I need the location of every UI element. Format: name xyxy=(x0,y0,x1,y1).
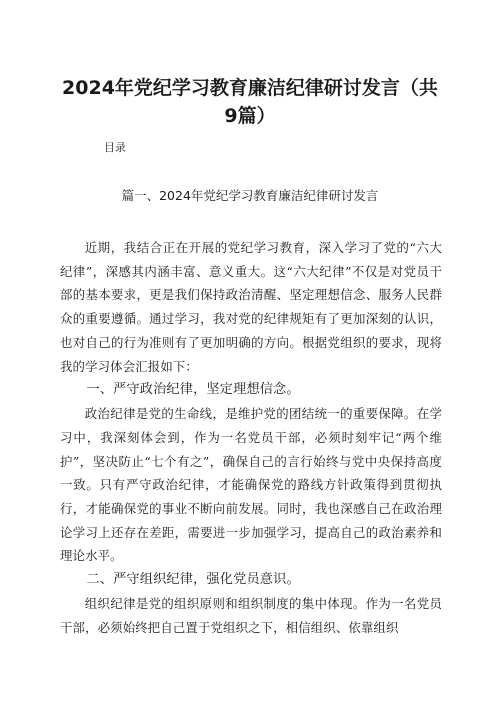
paragraph-1: 政治纪律是党的生命线，是维护党的团结统一的重要保障。在学习中，我深刻体会到，作为一名党员干部，必须时刻牢记“两个维护”，坚决防止“七个有之”，确保自己的言行始终与党中央保持高度一致。只有严守政治纪律，才能确保党的路线方针政策得到贯彻执行，才能确保党的事业不断向前发展。同时，我也深感自己在政治理论学习上还存在差距，需要进一步加强学习，提高自己的政治素养和理论水平。 xyxy=(60,406,442,564)
section-heading-1: 一、严守政治纪律，坚定理想信念。 xyxy=(86,382,300,398)
document-title: 2024年党纪学习教育廉洁纪律研讨发言（共9篇） xyxy=(62,77,438,127)
paragraph-2: 组织纪律是党的组织原则和组织制度的集中体现。作为一名党员干部，必须始终把自己置于党组织之下，相信组织、依靠组织 xyxy=(60,596,442,635)
intro-paragraph: 近期，我结合正在开展的党纪学习教育，深入学习了党的“六大纪律”，深感其内涵丰富、意义重大。这“六大纪律”不仅是对党员干部的基本要求，更是我们保持政治清醒、坚定理想信念、服务人民群众的重要遵循。通过学习，我对党的纪律规矩有了更加深刻的认识，也对自己的行为准则有了更加明确的方向。根据党组织的要求，现将我的学习体会汇报如下： xyxy=(60,240,442,374)
section-title: 篇一、2024年党纪学习教育廉洁纪律研讨发言 xyxy=(121,188,379,203)
section-heading-2: 二、严守组织纪律，强化党员意识。 xyxy=(86,572,300,588)
toc-label: 目录 xyxy=(104,141,126,154)
document-body xyxy=(60,236,442,640)
